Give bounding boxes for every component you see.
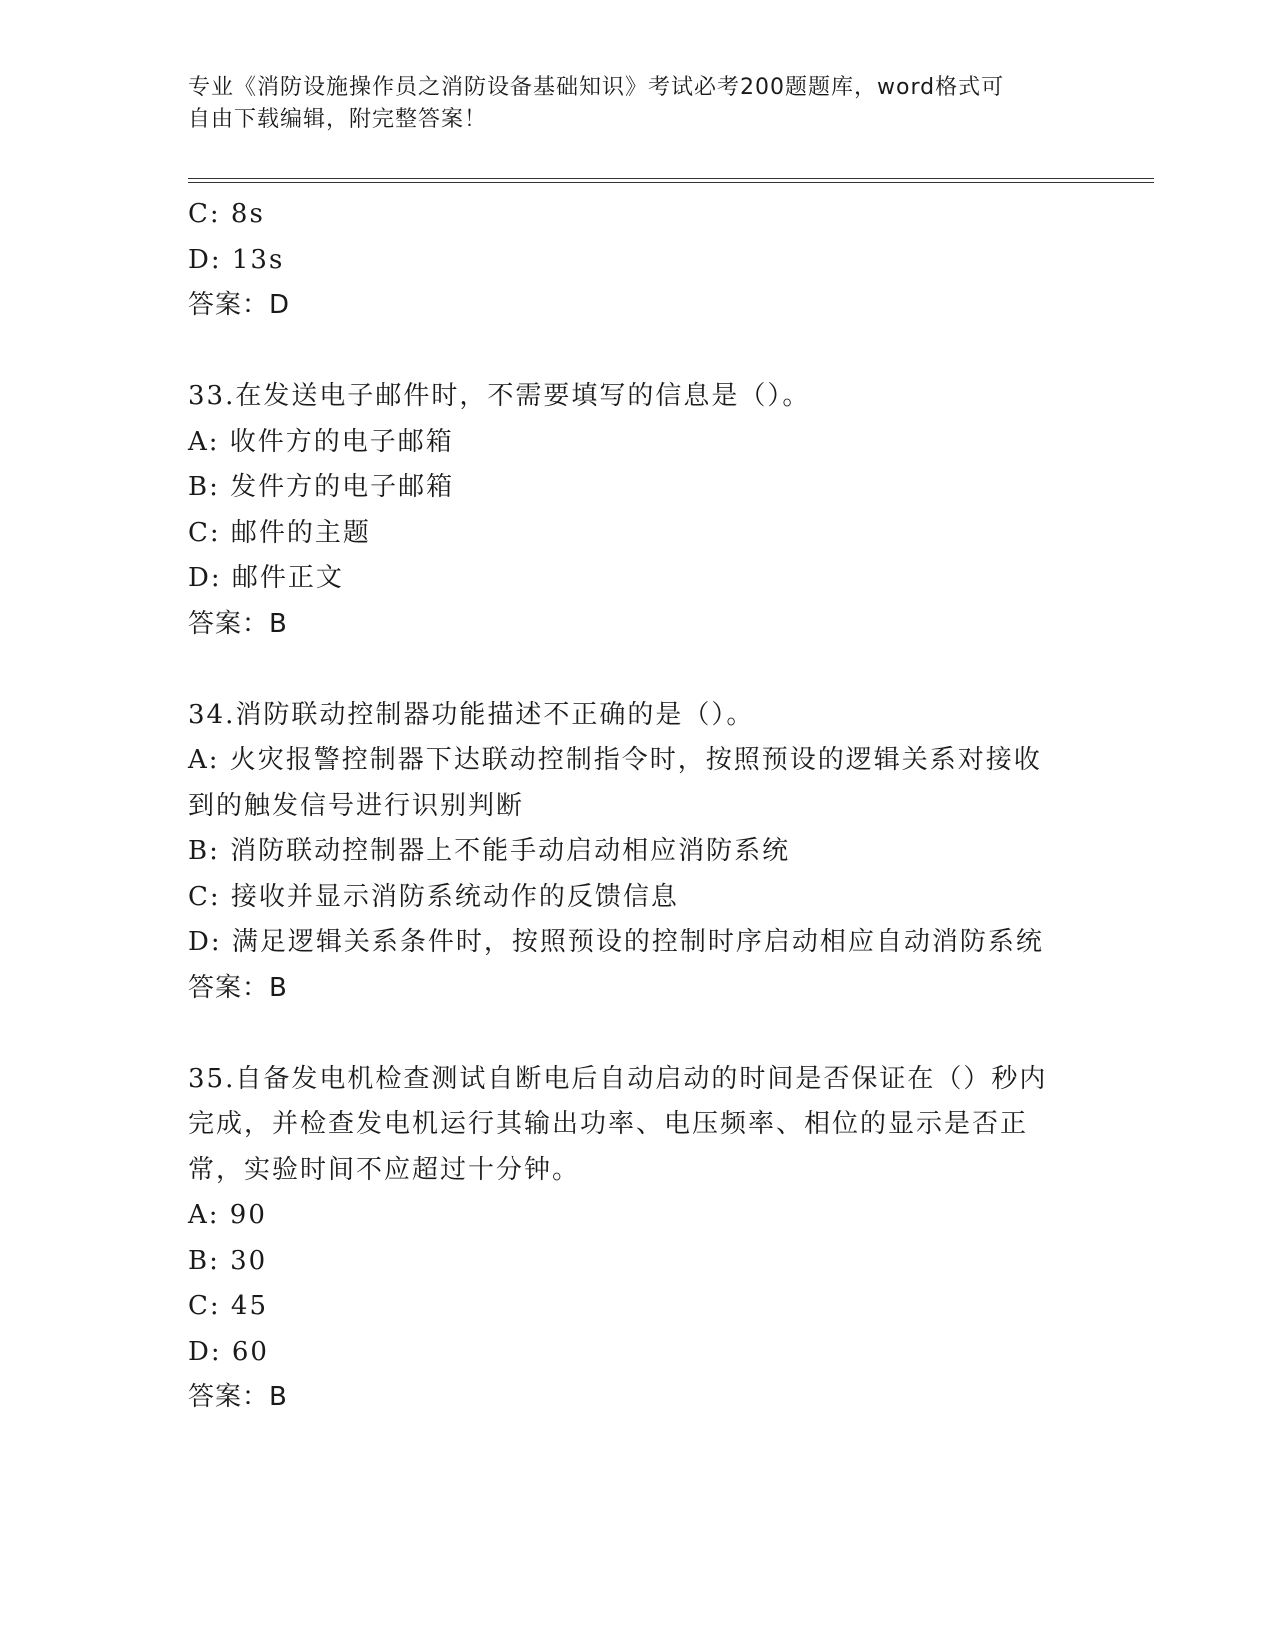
option-c: C: 接收并显示消防系统动作的反馈信息 <box>188 881 679 912</box>
question-text: 34.消防联动控制器功能描述不正确的是（）。 <box>188 699 755 730</box>
question-content <box>188 192 1088 1421</box>
question-35 <box>188 1057 1088 1421</box>
question-34 <box>188 693 1088 1012</box>
option-a-line-2: 到的触发信号进行识别判断 <box>188 790 525 821</box>
spacer <box>188 329 1088 375</box>
page-header <box>188 72 1068 136</box>
header-line-2: 自由下载编辑，附完整答案！ <box>188 107 488 132</box>
option-b: B: 消防联动控制器上不能手动启动相应消防系统 <box>188 836 791 866</box>
option-d: D: 邮件正文 <box>188 563 344 593</box>
question-32-tail <box>188 192 1088 329</box>
option-d: D: 60 <box>188 1336 269 1367</box>
option-c: C: 45 <box>188 1291 269 1321</box>
spacer <box>188 647 1088 693</box>
option-b: B: 发件方的电子邮箱 <box>188 472 455 502</box>
question-text-line-1: 35.自备发电机检查测试自断电后自动启动的时间是否保证在（）秒内 <box>188 1063 1048 1094</box>
option-d: D: 13s <box>188 244 285 275</box>
option-c: C: 8s <box>188 199 265 229</box>
option-a-line-1: A: 火灾报警控制器下达联动控制指令时，按照预设的逻辑关系对接收 <box>188 745 1042 775</box>
option-a: A: 收件方的电子邮箱 <box>188 426 454 457</box>
answer: 答案：D <box>188 290 291 320</box>
question-33 <box>188 374 1088 647</box>
option-d: D: 满足逻辑关系条件时，按照预设的控制时序启动相应自动消防系统 <box>188 927 1044 957</box>
header-line-1: 专业《消防设施操作员之消防设备基础知识》考试必考200题题库，word格式可 <box>188 75 1005 100</box>
option-c: C: 邮件的主题 <box>188 517 371 548</box>
answer: 答案：B <box>188 608 288 639</box>
answer: 答案：B <box>188 972 288 1003</box>
option-a: A: 90 <box>188 1200 267 1230</box>
answer: 答案：B <box>188 1382 288 1412</box>
question-text-line-3: 常，实验时间不应超过十分钟。 <box>188 1154 581 1185</box>
option-b: B: 30 <box>188 1245 268 1276</box>
spacer <box>188 1011 1088 1057</box>
question-text: 33.在发送电子邮件时，不需要填写的信息是（）。 <box>188 381 811 411</box>
header-rule <box>188 178 1154 183</box>
question-text-line-2: 完成，并检查发电机运行其输出功率、电压频率、相位的显示是否正 <box>188 1109 1029 1139</box>
